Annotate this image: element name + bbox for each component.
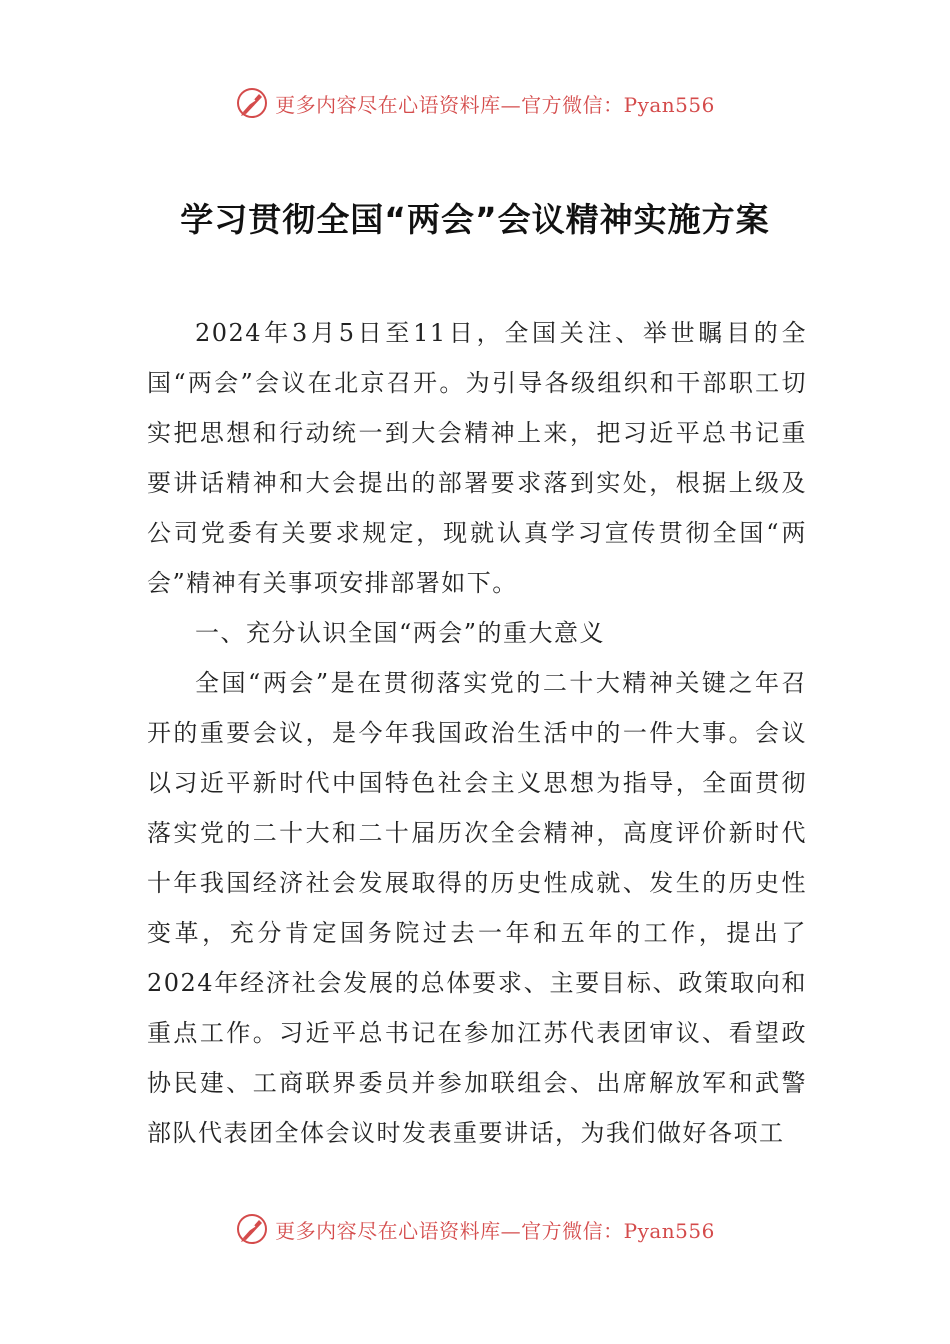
section-heading-1: 一、充分认识全国“两会”的重大意义	[195, 619, 606, 647]
footer-banner	[0, 1212, 950, 1246]
paragraph-section-1: 全国“两会”是在贯彻落实党的二十大精神关键之年召开的重要会议，是今年我国政治生活中的一件大事。会议以习近平新时代中国特色社会主义思想为指导，全面贯彻落实党的二十大和二十届历次全会精神，高度评价新时代十年我国经济社会发展取得的历史性成就、发生的历史性变革，充分肯定国务院过去一年和五年的工作，提出了2024年经济社会发展的总体要求、主要目标、政策取向和重点工作。习近平总书记在参加江苏代表团审议、看望政协民建、工商联界委员并参加联组会、出席解放军和武警部队代表团全体会议时发表重要讲话，为我们做好各项工	[147, 669, 807, 1147]
header-banner-text: 更多内容尽在心语资料库—官方微信：Pyan556	[275, 92, 715, 117]
quill-logo-icon	[235, 86, 269, 120]
quill-logo-icon	[235, 1212, 269, 1246]
paragraph-intro: 2024年3月5日至11日，全国关注、举世瞩目的全国“两会”会议在北京召开。为引导各级组织和干部职工切实把思想和行动统一到大会精神上来，把习近平总书记重要讲话精神和大会提出的部署要求落到实处，根据上级及公司党委有关要求规定，现就认真学习宣传贯彻全国“两会”精神有关事项安排部署如下。	[147, 319, 807, 597]
footer-banner-text: 更多内容尽在心语资料库—官方微信：Pyan556	[275, 1218, 715, 1243]
document-title: 学习贯彻全国“两会”会议精神实施方案	[180, 200, 770, 240]
document-body	[147, 308, 807, 1158]
header-banner	[0, 86, 950, 120]
